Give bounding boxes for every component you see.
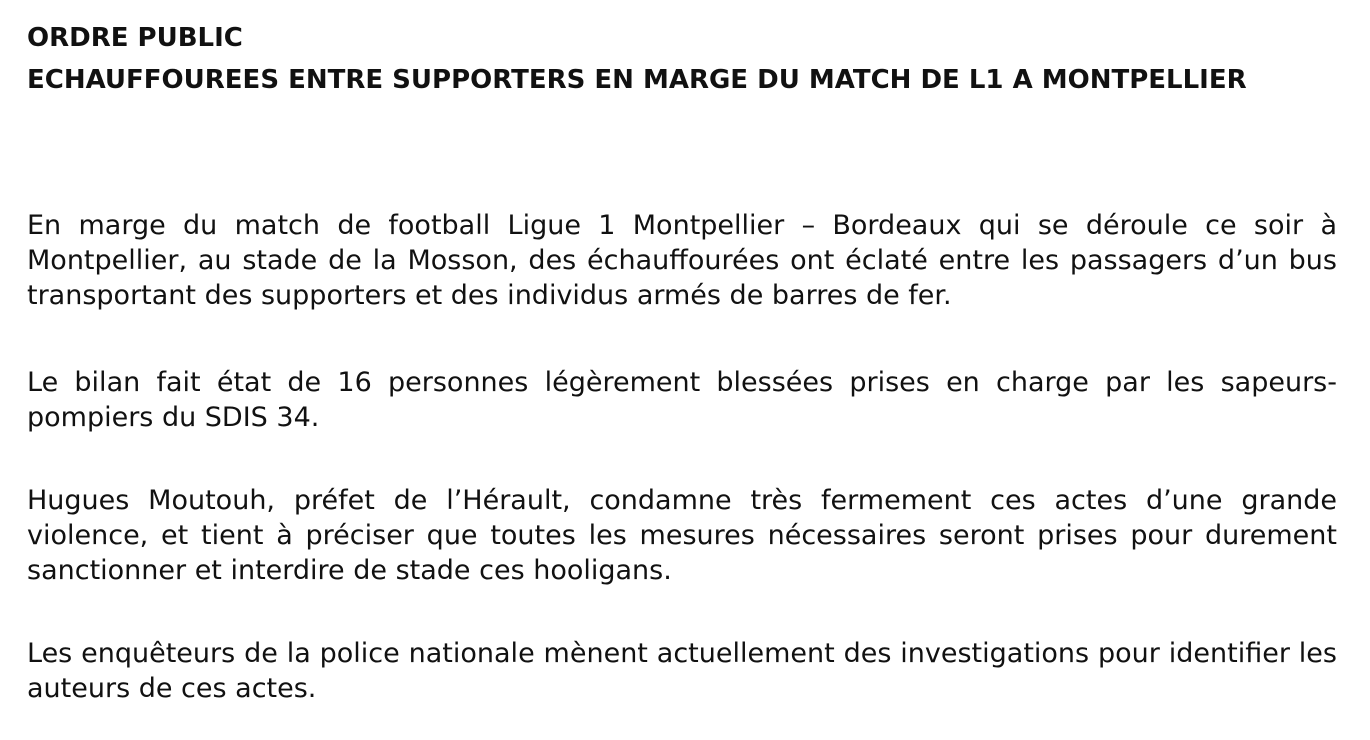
paragraph-casualties: Le bilan fait état de 16 personnes légèrement blessées prises en charge par les sapeurs-pompiers du SDIS 34. [27, 367, 1337, 433]
paragraph-incident: En marge du match de football Ligue 1 Montpellier – Bordeaux qui se déroule ce soir à Montpellier, au stade de la Mosson, des échauffourées ont éclaté entre les passagers d’un bus transportant des supporters et des individus armés de barres de fer. [27, 210, 1337, 311]
article-body [27, 208, 1337, 706]
paragraph-investigation: Les enquêteurs de la police nationale mènent actuellement des investigations pour identifier les auteurs de ces actes. [27, 638, 1337, 704]
headline: ECHAUFFOUREES ENTRE SUPPORTERS EN MARGE DU MATCH DE L1 A MONTPELLIER [27, 65, 1247, 95]
press-release [27, 20, 1337, 706]
section-kicker: ORDRE PUBLIC [27, 23, 243, 53]
paragraph-prefect-statement: Hugues Moutouh, préfet de l’Hérault, condamne très fermement ces actes d’une grande violence, et tient à préciser que toutes les mesures nécessaires seront prises pour durement sanctionner et interdire de stade ces hooligans. [27, 485, 1337, 586]
